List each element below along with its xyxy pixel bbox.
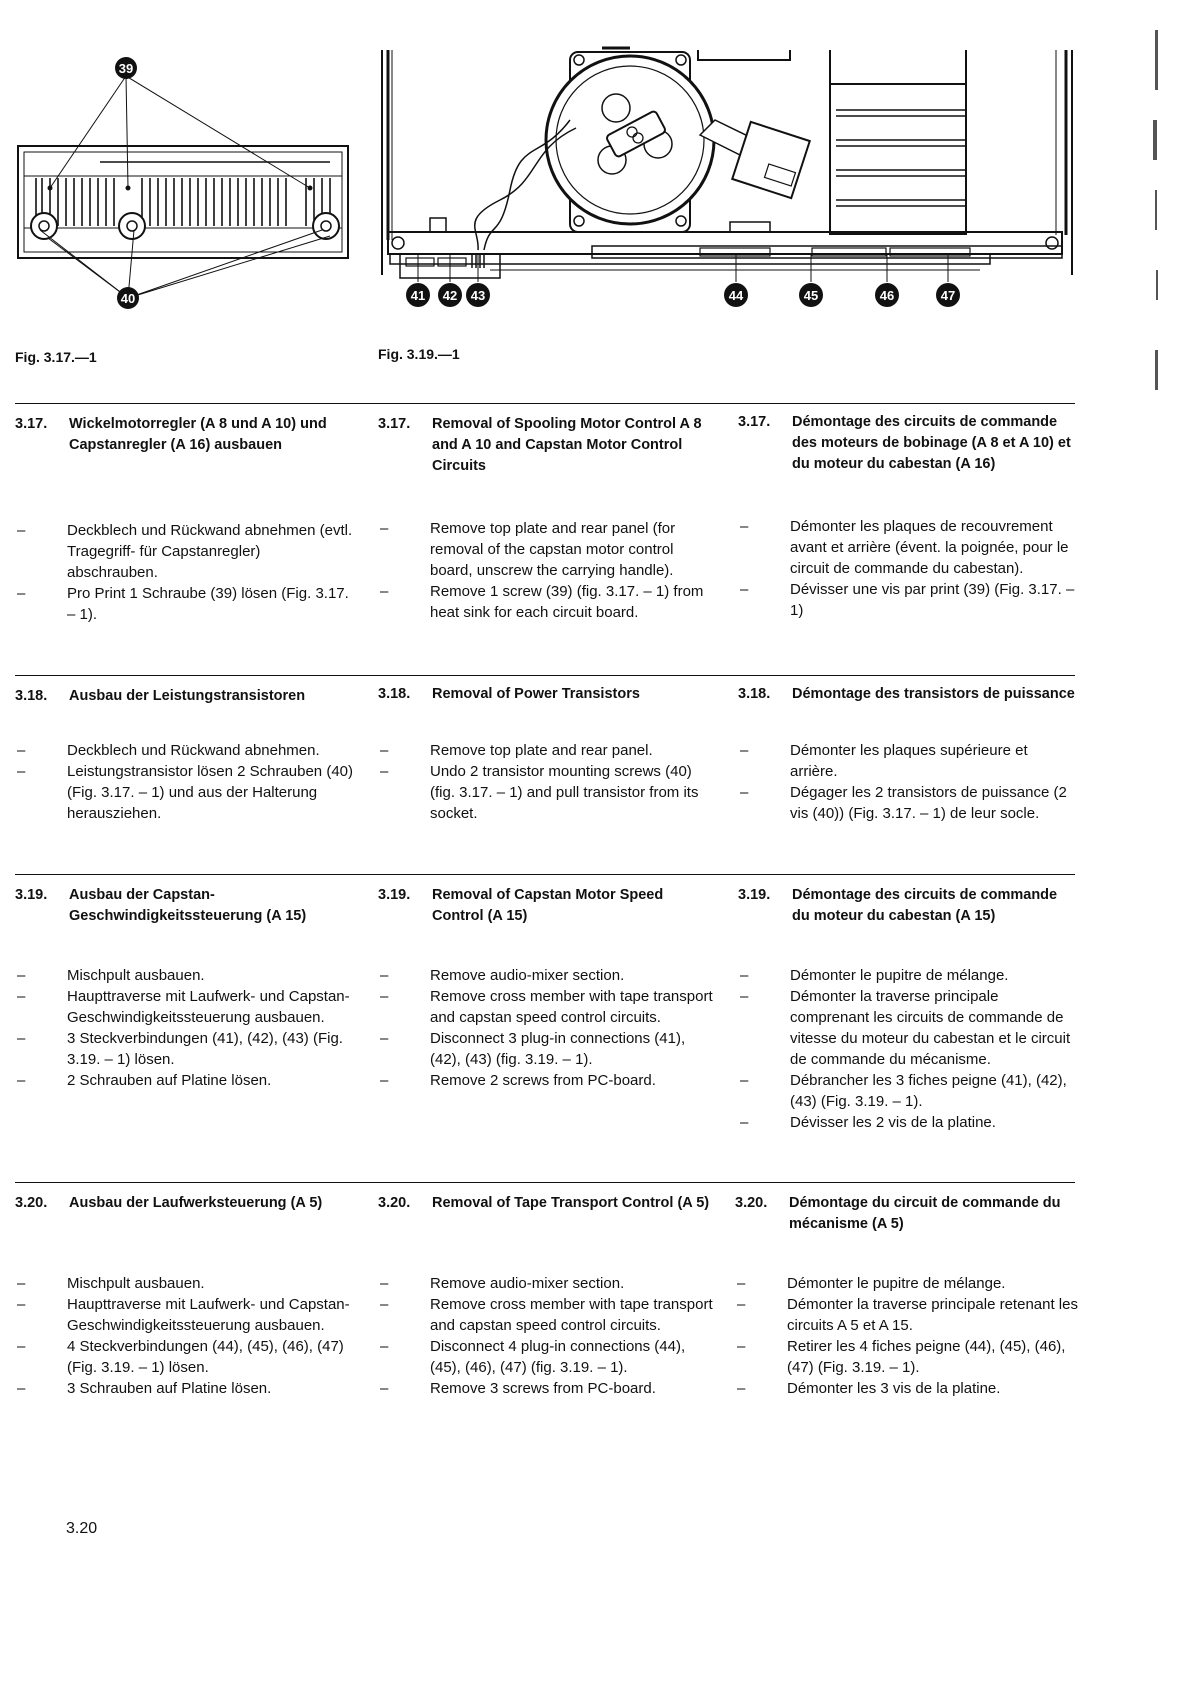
list-item: – Pro Print 1 Schraube (39) lösen (Fig. 3.17. – 1). — [17, 585, 349, 623]
list-item: – Mischpult ausbauen. — [17, 1275, 205, 1292]
heading-3-18-fr — [738, 684, 1078, 705]
heading-3-19-fr — [738, 885, 1078, 927]
list-item: – Mischpult ausbauen. — [17, 967, 205, 984]
heading-3-20-fr — [735, 1193, 1078, 1235]
callout-40-label: 40 — [120, 291, 136, 306]
heading-number: 3.20. — [735, 1195, 768, 1211]
callout-43-label: 43 — [470, 288, 486, 303]
heading-3-20-en — [378, 1193, 718, 1214]
steps-3-17-en — [378, 518, 718, 623]
heading-3-17-fr — [738, 412, 1078, 475]
figure-3-19-1 — [380, 40, 1080, 340]
list-item: – Démonter le pupitre de mélange. — [740, 967, 1009, 984]
list-item: – Remove 3 screws from PC-board. — [380, 1380, 656, 1397]
page-number: 3.20 — [66, 1520, 98, 1537]
heading-number: 3.17. — [15, 416, 48, 432]
steps-3-17-de — [15, 520, 355, 625]
list-item: – Démonter les 3 vis de la platine. — [737, 1380, 1001, 1397]
list-item: – Remove 2 screws from PC-board. — [380, 1072, 656, 1089]
heading-3-19-en — [378, 885, 718, 927]
list-item: – Leistungstransistor lösen 2 Schrauben (40) (Fig. 3.17. – 1) und aus der Halterung herausziehen. — [17, 763, 353, 822]
list-item: – Disconnect 4 plug-in connections (44), (45), (46), (47) (fig. 3.19. – 1). — [380, 1338, 686, 1376]
list-item: – Undo 2 transistor mounting screws (40) (fig. 3.17. – 1) and pull transistor from its socket. — [380, 763, 699, 822]
list-item: – Remove top plate and rear panel. — [380, 742, 653, 759]
list-item: – Démonter les plaques de recouvrement avant et arrière (évent. la poignée, pour le circuit de commande du cabestan). — [740, 518, 1069, 577]
list-item: – Deckblech und Rückwand abnehmen. — [17, 742, 320, 759]
list-item: – 2 Schrauben auf Platine lösen. — [17, 1072, 272, 1089]
figure-caption-left: Fig. 3.17.—1 — [15, 349, 97, 365]
steps-3-19-fr — [738, 965, 1078, 1133]
heading-number: 3.18. — [15, 688, 48, 704]
section-divider-3-20 — [15, 1182, 1075, 1183]
list-item: – Disconnect 3 plug-in connections (41), (42), (43) (fig. 3.19. – 1). — [380, 1030, 686, 1068]
heading-title: Wickelmotorregler (A 8 und A 10) und Capstanregler (A 16) ausbauen — [69, 416, 327, 453]
callout-47-label: 47 — [940, 288, 956, 303]
list-item: – 4 Steckverbindungen (44), (45), (46), (47) (Fig. 3.19. – 1) lösen. — [17, 1338, 344, 1376]
heading-3-17-en — [378, 414, 718, 477]
heading-title: Removal of Capstan Motor Speed Control (A 15) — [432, 887, 664, 924]
list-item: – Dévisser les 2 vis de la platine. — [740, 1114, 996, 1131]
list-item: – Dégager les 2 transistors de puissance (2 vis (40)) (Fig. 3.17. – 1) de leur socle. — [740, 784, 1067, 822]
heading-title: Ausbau der Capstan-Geschwindigkeitssteuerung (A 15) — [69, 887, 307, 924]
list-item: – Débrancher les 3 fiches peigne (41), (42), (43) (Fig. 3.19. – 1). — [740, 1072, 1067, 1110]
scan-edge-marks — [1125, 20, 1165, 420]
heading-title: Ausbau der Laufwerksteuerung (A 5) — [69, 1195, 323, 1211]
heading-title: Removal of Spooling Motor Control A 8 and A 10 and Capstan Motor Control Circuits — [432, 416, 702, 474]
list-item: – Remove top plate and rear panel (for removal of the capstan motor control board, unscrew the carrying handle). — [380, 520, 676, 579]
list-item: – Deckblech und Rückwand abnehmen (evtl. Tragegriff- für Capstanregler) abschrauben. — [17, 522, 353, 581]
figure-3-17-1 — [10, 50, 360, 345]
heading-number: 3.18. — [738, 686, 771, 702]
list-item: – Haupttraverse mit Laufwerk- und Capstan-Geschwindigkeitssteuerung ausbauen. — [17, 1296, 350, 1334]
heading-3-18-en — [378, 684, 718, 705]
list-item: – Démonter le pupitre de mélange. — [737, 1275, 1006, 1292]
heading-3-17-de — [15, 414, 355, 456]
section-divider-3-19 — [15, 874, 1075, 875]
callout-39-label: 39 — [118, 61, 134, 76]
steps-3-20-de — [15, 1273, 355, 1399]
heading-number: 3.20. — [378, 1195, 411, 1211]
list-item: – Démonter la traverse principale retenant les circuits A 5 et A 15. — [737, 1296, 1078, 1334]
figure-caption-right: Fig. 3.19.—1 — [378, 346, 460, 362]
list-item: – Remove cross member with tape transport and capstan speed control circuits. — [380, 1296, 713, 1334]
steps-3-20-fr — [735, 1273, 1078, 1399]
heading-title: Ausbau der Leistungstransistoren — [69, 688, 306, 704]
steps-3-19-en — [378, 965, 718, 1091]
heading-3-19-de — [15, 885, 355, 927]
callout-41-label: 41 — [410, 288, 426, 303]
callout-46-label: 46 — [879, 288, 895, 303]
heading-number: 3.17. — [738, 414, 771, 430]
list-item: – Remove 1 screw (39) (fig. 3.17. – 1) from heat sink for each circuit board. — [380, 583, 704, 621]
heading-title: Removal of Tape Transport Control (A 5) — [432, 1195, 710, 1211]
list-item: – Remove audio-mixer section. — [380, 967, 625, 984]
steps-3-20-en — [378, 1273, 718, 1399]
list-item: – Retirer les 4 fiches peigne (44), (45), (46), (47) (Fig. 3.19. – 1). — [737, 1338, 1066, 1376]
steps-3-18-de — [15, 740, 355, 824]
heading-number: 3.19. — [15, 887, 48, 903]
callout-42-label: 42 — [442, 288, 458, 303]
heading-number: 3.19. — [738, 887, 771, 903]
list-item: – Démonter la traverse principale comprenant les circuits de commande de vitesse du moteur du cabestan et le circuit de commande du mécanisme. — [740, 988, 1071, 1068]
list-item: – Remove cross member with tape transport and capstan speed control circuits. — [380, 988, 713, 1026]
callout-44-label: 44 — [728, 288, 744, 303]
steps-3-18-en — [378, 740, 718, 824]
list-item: – 3 Steckverbindungen (41), (42), (43) (Fig. 3.19. – 1) lösen. — [17, 1030, 343, 1068]
heading-number: 3.19. — [378, 887, 411, 903]
heading-title: Démontage du circuit de commande du mécanisme (A 5) — [789, 1195, 1061, 1232]
steps-3-18-fr — [738, 740, 1078, 824]
heading-title: Démontage des transistors de puissance — [792, 686, 1075, 702]
steps-3-19-de — [15, 965, 355, 1091]
list-item: – Dévisser une vis par print (39) (Fig. 3.17. – 1) — [740, 581, 1075, 619]
section-divider-3-18 — [15, 675, 1075, 676]
heading-number: 3.17. — [378, 416, 411, 432]
section-divider-3-17 — [15, 403, 1075, 404]
list-item: – 3 Schrauben auf Platine lösen. — [17, 1380, 272, 1397]
steps-3-17-fr — [738, 516, 1078, 621]
heading-title: Démontage des circuits de commande du moteur du cabestan (A 15) — [792, 887, 1058, 924]
list-item: – Remove audio-mixer section. — [380, 1275, 625, 1292]
heading-number: 3.20. — [15, 1195, 48, 1211]
heading-title: Removal of Power Transistors — [432, 686, 640, 702]
heading-number: 3.18. — [378, 686, 411, 702]
callout-45-label: 45 — [803, 288, 819, 303]
list-item: – Haupttraverse mit Laufwerk- und Capstan-Geschwindigkeitssteuerung ausbauen. — [17, 988, 350, 1026]
heading-title: Démontage des circuits de commande des moteurs de bobinage (A 8 et A 10) et du moteur du cabestan (A 16) — [792, 414, 1071, 472]
heading-3-18-de — [15, 686, 355, 707]
list-item: – Démonter les plaques supérieure et arrière. — [740, 742, 1028, 780]
heading-3-20-de — [15, 1193, 355, 1214]
